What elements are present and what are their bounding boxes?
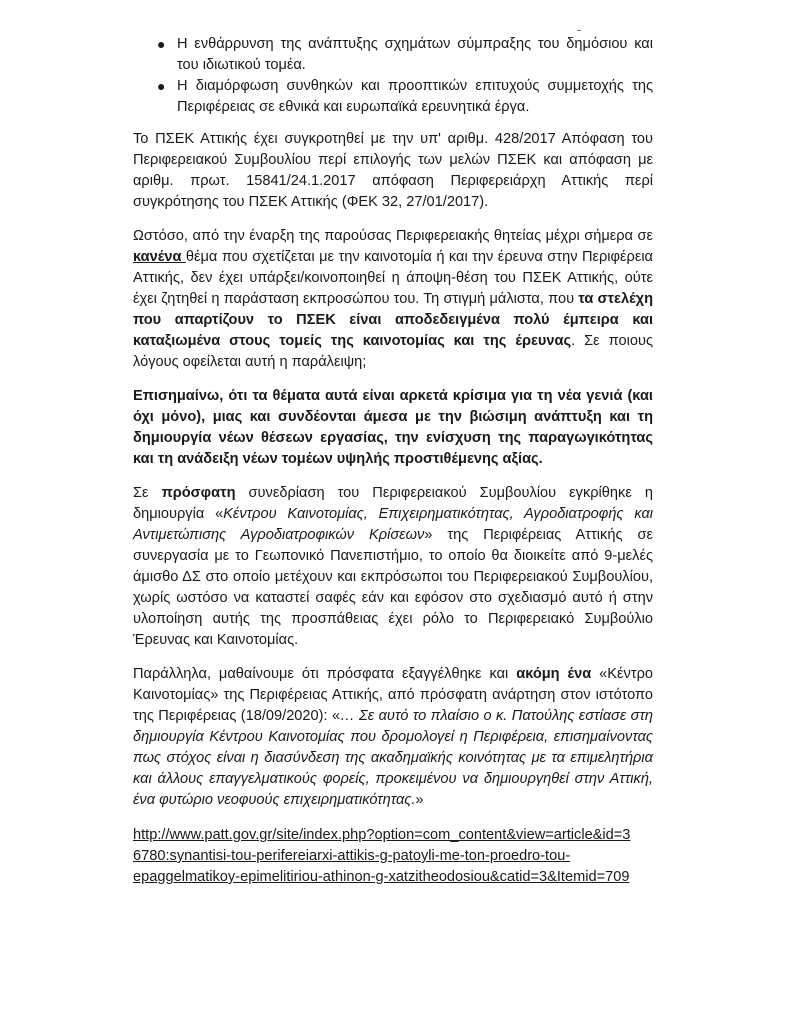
- text-run: «Κέντρο Καινοτομίας» της Περιφέρειας Αττικής, από πρόσφατη ανάρτηση στον ιστότοπο της Περιφέρειας (18/09/2020): «: [133, 666, 653, 724]
- italic-run: Κέντρου Καινοτομίας, Επιχειρηματικότητας, Αγροδιατροφής και Αντιμετώπισης Αγροδιατροφικών Κρίσεων: [133, 506, 654, 543]
- paragraph-psek-formation: Το ΠΣΕΚ Αττικής έχει συγκροτηθεί με την υπ' αριθμ. 428/2017 Απόφαση του Περιφερειακού Συμβουλίου περί επιλογής των μελών ΠΣΕΚ και απόφαση με αριθμ. πρωτ. 15841/24.1.2017 απόφαση Περιφερειάρχη Αττικής περί συγκρότησης του ΠΣΕΚ Αττικής (ΦΕΚ 32, 27/01/2017).: [133, 131, 653, 210]
- text-run: Παράλληλα, μαθαίνουμε ότι πρόσφατα εξαγγέλθηκε και: [133, 666, 517, 682]
- source-link-line[interactable]: 6780:synantisi-tou-perifereiarxi-attikis-g-patoyli-me-ton-proedro-tou-: [133, 848, 571, 864]
- source-link-line[interactable]: http://www.patt.gov.gr/site/index.php?option=com_content&view=article&id=3: [133, 827, 631, 843]
- bullet-icon: ●: [157, 36, 166, 52]
- paragraph-psek-omission: [133, 226, 653, 373]
- text-run: Ωστόσο, από την έναρξη της παρούσας Περιφερειακής θητείας μέχρι σήμερα σε: [133, 228, 653, 244]
- bold-paragraph: Επισημαίνω, ότι τα θέματα αυτά είναι αρκετά κρίσιμα για τη νέα γενιά (και όχι μόνο), μιας και συνδέονται άμεσα με την βιώσιμη ανάπτυξη και τη δημιουργία νέων θέσεων εργασίας, την ενίσχυση της παραγωγικότητας και τη ανάδειξη νέων τομέων υψηλής προστιθέμενης αξίας.: [133, 388, 653, 467]
- bold-run: ακόμη ένα: [516, 666, 592, 682]
- bullet-text: Η διαμόρφωση συνθηκών και προοπτικών επιτυχούς συμμετοχής της Περιφέρειας σε εθνικά και ευρωπαϊκά ερευνητικά έργα.: [177, 78, 653, 115]
- paragraph-importance: [133, 386, 653, 470]
- bold-run: τα στελέχη που απαρτίζουν το ΠΣΕΚ είναι αποδεδειγμένα πολύ έμπειρα και καταξιωμένα στους τομείς της καινοτομίας και της έρευνας: [133, 291, 653, 349]
- paragraph-another-centre: [133, 664, 653, 811]
- bullet-item: [133, 76, 653, 118]
- bullet-list: [133, 34, 653, 118]
- emphasis-none: κανένα: [133, 249, 186, 265]
- text-run: » της Περιφέρειας Αττικής σε συνεργασία με το Γεωπονικό Πανεπιστήμιο, το οποίο θα διοικείτε από 9-μελές άμισθο ΔΣ στο οποίο μετέχουν και εκπρόσωποι του Περιφερειακού Συμβουλίου, χωρίς ωστόσο να καταστεί σαφές εάν και εφόσον στο σχεδιασμό αυτό ή στην υλοποίηση αυτής της προσπάθειας έχει ρόλο το Περιφερειακό Συμβούλιο Έρευνας και Καινοτομίας.: [133, 527, 653, 648]
- scan-speck: [577, 30, 581, 31]
- bullet-icon: ●: [157, 78, 166, 94]
- text-run: συνεδρίαση του Περιφερειακού Συμβουλίου εγκρίθηκε η δημιουργία «: [133, 485, 653, 522]
- text-run: »: [415, 792, 424, 808]
- text-run: Σε: [133, 485, 162, 501]
- text-run: . Σε ποιους λόγους οφείλεται αυτή η παράλειψη;: [133, 333, 654, 370]
- bold-run: πρόσφατη: [161, 485, 236, 501]
- bullet-text: Η ενθάρρυνση της ανάπτυξης σχημάτων σύμπραξης του δημόσιου και του ιδιωτικού τομέα.: [177, 36, 653, 73]
- source-link[interactable]: [133, 825, 653, 888]
- paragraph-recent-session: [133, 483, 653, 651]
- italic-quote: … Σε αυτό το πλαίσιο ο κ. Πατούλης εστίασε στη δημιουργία Κέντρου Καινοτομίας που δρομολογεί η Περιφέρεια, επισημαίνοντας πως στόχος είναι η διασύνδεση της ακαδημαϊκής κοινότητας με τα επιμελητήρια και άλλους επαγγελματικούς φορείς, προκειμένου να δημιουργηθεί στην Αττική, ένα φυτώριο νεοφυούς επιχειρηματικότητας.: [133, 708, 653, 808]
- text-run: θέμα που σχετίζεται με την καινοτομία ή και την έρευνα στην Περιφέρεια Αττικής, δεν έχει υπάρξει/κοινοποιηθεί η άποψη-θέση του ΠΣΕΚ Αττικής, ούτε έχει ζητηθεί η παράσταση εκπροσώπου του. Τη στιγμή μάλιστα, που: [133, 249, 653, 307]
- source-link-line[interactable]: epaggelmatikoy-epimelitiriou-athinon-g-xatzitheodosiou&catid=3&Itemid=709: [133, 869, 630, 885]
- bullet-item: [133, 34, 653, 76]
- document-page: [133, 34, 653, 888]
